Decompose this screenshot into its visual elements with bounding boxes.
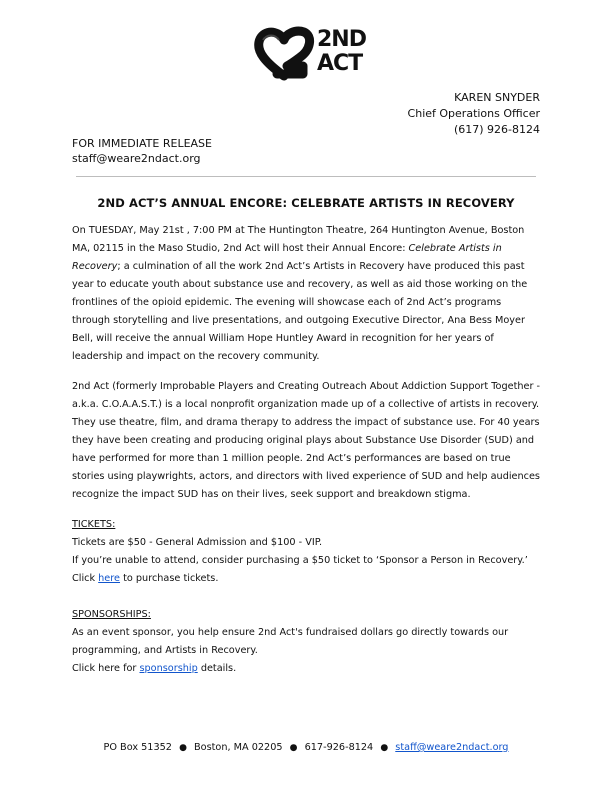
sponsorships-line-1: As an event sponsor, you help ensure 2nd Act's fundraised dollars go directly towards our programming, and Artists in Recovery.	[72, 627, 509, 656]
paragraph-1-text-b: ; a culmination of all the work 2nd Act’s Artists in Recovery have produced this past year to educate youth about substance use and recovery, as well as aid those working on the frontlines of the opioid epidemic. The evening will showcase each of 2nd Act’s programs through storytelling and live presentations, and outgoing Executive Director, Ana Bess Moyer Bell, will receive the annual William Hope Huntley Award in recognition for her years of leadership and impact on the recovery community.	[72, 261, 528, 362]
tickets-click-suffix: to purchase tickets.	[120, 573, 219, 584]
tickets-heading: TICKETS:	[72, 519, 116, 530]
sponsorships-click-line	[72, 660, 542, 678]
release-label: FOR IMMEDIATE RELEASE	[72, 137, 212, 150]
logo-line-1: 2ND	[317, 27, 366, 52]
release-email: staff@weare2ndact.org	[72, 152, 201, 165]
footer-po-box: PO Box 51352	[103, 742, 172, 753]
divider	[76, 176, 536, 177]
contact-name: KAREN SNYDER	[454, 91, 540, 104]
paragraph-1-text-a: On TUESDAY, May 21st , 7:00 PM at The Huntington Theatre, 264 Huntington Avenue, Boston MA, 02115 in the Maso Studio, 2nd Act will host their Annual Encore:	[72, 225, 525, 254]
logo-line-2: ACT	[317, 51, 363, 76]
footer-separator-3: ●	[380, 743, 389, 753]
contact-block	[408, 90, 540, 138]
tickets-here-link[interactable]: here	[98, 573, 121, 584]
tickets-line-1: Tickets are $50 - General Admission and $100 - VIP.	[72, 537, 323, 548]
logo-text	[317, 28, 366, 76]
headline: 2ND ACT’S ANNUAL ENCORE: CELEBRATE ARTISTS IN RECOVERY	[97, 196, 515, 210]
sponsorship-link[interactable]: sponsorship	[139, 663, 198, 674]
contact-title: Chief Operations Officer	[407, 107, 540, 120]
contact-phone: (617) 926-8124	[453, 123, 540, 136]
paragraph-2: 2nd Act (formerly Improbable Players and Creating Outreach About Addiction Support Together - a.k.a. C.O.A.A.S.T.) is a local nonprofit organization made up of a collective of artists in recovery. They use theatre, film, and drama therapy to address the impact of substance use. For 40 years they have been creating and producing original plays about Substance Use Disorder (SUD) and have performed for more than 1 million people. 2nd Act’s performances are based on true stories using playwrights, actors, and directors with lived experience of SUD and help audiences recognize the impact SUD has on their lives, seek support and breakdown stigma.	[72, 381, 541, 500]
footer-email-link[interactable]: staff@weare2ndact.org	[395, 742, 509, 753]
tickets-click-line	[72, 570, 542, 588]
tickets-line-2: If you’re unable to attend, consider purchasing a $50 ticket to ‘Sponsor a Person in Recovery.’	[72, 555, 528, 566]
body	[72, 222, 542, 678]
heart-logo-icon	[253, 26, 315, 82]
paragraph-1	[72, 222, 542, 366]
tickets-click-prefix: Click	[72, 573, 99, 584]
footer-city: Boston, MA 02205	[194, 742, 283, 753]
sponsorships-click-suffix: details.	[197, 663, 237, 674]
logo	[253, 26, 366, 84]
footer-separator-1: ●	[179, 743, 187, 753]
footer-phone: 617-926-8124	[304, 742, 374, 753]
footer	[0, 742, 612, 753]
paragraph-1-italic: Celebrate Artists in Recovery	[72, 243, 502, 272]
release-block	[72, 136, 212, 166]
footer-separator-2: ●	[289, 743, 298, 753]
sponsorships-click-prefix: Click here for	[72, 663, 140, 674]
sponsorships-heading: SPONSORSHIPS:	[72, 609, 151, 620]
